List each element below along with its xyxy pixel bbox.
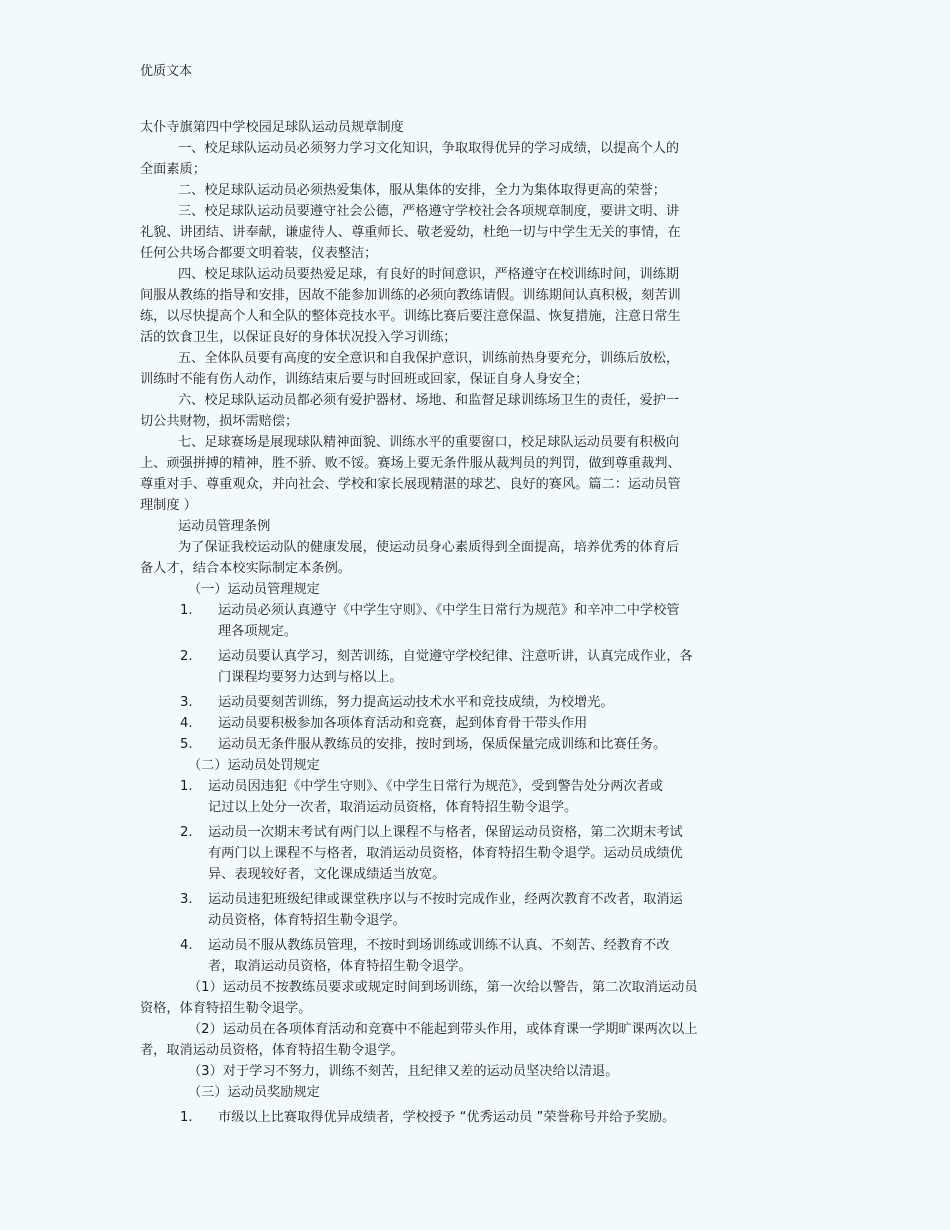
list-number: 2. bbox=[180, 649, 193, 664]
document-body bbox=[140, 117, 748, 1128]
sub-rule-line: （3）对于学习不努力，训练不刻苦，且纪律又差的运动员坚决给以清退。 bbox=[188, 1064, 619, 1079]
list-item: 3. 运动员违犯班级纪律或课堂秩序以与不按时完成作业，经两次教育不改者，取消运 bbox=[140, 889, 748, 910]
list-number: 1. bbox=[180, 1110, 193, 1125]
section-title: 运动员管理条例 bbox=[178, 519, 271, 534]
rule-line: 全面素质； bbox=[140, 162, 206, 177]
rule-line: 一、校足球队运动员必须努力学习文化知识，争取取得优异的学习成绩，以提高个人的 bbox=[178, 141, 680, 156]
list-item-cont: 门课程均要努力达到与格以上。 bbox=[218, 670, 403, 685]
rule-line: 二、校足球队运动员必须热爱集体，服从集体的安排，全力为集体取得更高的荣誉； bbox=[178, 183, 666, 198]
rule-line: 训练时不能有伤人动作，训练结束后要与时回班或回家，保证自身人身安全； bbox=[140, 372, 589, 387]
rule-line: 三、校足球队运动员要遵守社会公德，严格遵守学校社会各项规章制度，要讲文明、讲 bbox=[178, 204, 680, 219]
list-number: 1. bbox=[180, 603, 193, 618]
list-item: 1. 运动员必须认真遵守《中学生守则》、《中学生日常行为规范》和辛冲二中学校管 bbox=[140, 600, 748, 621]
rule-line: 四、校足球队运动员要热爱足球，有良好的时间意识，严格遵守在校训练时间，训练期 bbox=[178, 267, 680, 282]
list-number: 4. bbox=[180, 716, 193, 731]
list-item: 2. 运动员一次期末考试有两门以上课程不与格者，保留运动员资格，第二次期末考试 bbox=[140, 822, 748, 843]
subsection-title: （一）运动员管理规定 bbox=[188, 582, 320, 597]
list-item-cont: 记过以上处分一次者，取消运动员资格，体育特招生勒令退学。 bbox=[208, 800, 578, 815]
rule-line: 任何公共场合都要文明着装，仪表整洁； bbox=[140, 246, 378, 261]
list-item: 1. 运动员因违犯《中学生守则》、《中学生日常行为规范》，受到警告处分两次者或 bbox=[140, 776, 748, 797]
rule-line: 六、校足球队运动员都必须有爱护器材、场地、和监督足球训练场卫生的责任，爱护一 bbox=[178, 393, 680, 408]
intro-line: 为了保证我校运动队的健康发展，使运动员身心素质得到全面提高，培养优秀的体育后 bbox=[178, 540, 680, 555]
list-number: 2. bbox=[180, 825, 193, 840]
rule-line: 上、顽强拼搏的精神，胜不骄、败不馁。赛场上要无条件服从裁判员的判罚，做到尊重裁判、 bbox=[140, 456, 681, 471]
rule-line: 礼貌、讲团结、讲奉献，谦虚待人、尊重师长、敬老爱幼，杜绝一切与中学生无关的事情，在 bbox=[140, 225, 681, 240]
sub-rule-line: （1）运动员不按教练员要求或规定时间到场训练，第一次给以警告，第二次取消运动员 bbox=[188, 980, 698, 995]
rule-line: 尊重对手、尊重观众，并向社会、学校和家长展现精湛的球艺、良好的赛风。篇二：运动员管 bbox=[140, 477, 681, 492]
rule-line: 间服从教练的指导和安排，因故不能参加训练的必须向教练请假。训练期间认真积极，刻苦训 bbox=[140, 288, 681, 303]
list-item-cont: 理各项规定。 bbox=[218, 624, 298, 639]
list-item-cont: 动员资格，体育特招生勒令退学。 bbox=[208, 913, 406, 928]
list-item: 3. 运动员要刻苦训练，努力提高运动技术水平和竞技成绩，为校增光。 bbox=[140, 692, 748, 713]
sub-rule-line: （2）运动员在各项体育活动和竞赛中不能起到带头作用，或体育课一学期旷课两次以上 bbox=[188, 1022, 698, 1037]
rule-line: 七、足球赛场是展现球队精神面貌、训练水平的重要窗口，校足球队运动员要有积极向 bbox=[178, 435, 680, 450]
sub-rule-line: 者，取消运动员资格，体育特招生勒令退学。 bbox=[140, 1043, 404, 1058]
rule-line: 练，以尽快提高个人和全队的整体竞技水平。训练比赛后要注意保温、恢复措施，注意日常生 bbox=[140, 309, 681, 324]
list-item: 5. 运动员无条件服从教练员的安排，按时到场，保质保量完成训练和比赛任务。 bbox=[140, 734, 748, 755]
sub-rule-line: 资格，体育特招生勒令退学。 bbox=[140, 1001, 312, 1016]
list-number: 4. bbox=[180, 938, 193, 953]
rule-line: 活的饮食卫生，以保证良好的身体状况投入学习训练； bbox=[140, 330, 457, 345]
list-item-cont: 异、表现较好者，文化课成绩适当放宽。 bbox=[208, 867, 446, 882]
header-label: 优质文本 bbox=[140, 64, 193, 79]
rule-line: 切公共财物，损坏需赔偿； bbox=[140, 414, 299, 429]
list-item: 1. 市级以上比赛取得优异成绩者，学校授予 “优秀运动员 ”荣誉称号并给予奖励。 bbox=[140, 1107, 748, 1128]
rule-line: 理制度 ） bbox=[140, 498, 197, 513]
list-item-cont: 有两门以上课程不与格者，取消运动员资格，体育特招生勒令退学。运动员成绩优 bbox=[208, 846, 683, 861]
doc-title: 太仆寺旗第四中学校园足球队运动员规章制度 bbox=[140, 120, 404, 135]
list-number: 3. bbox=[180, 892, 193, 907]
list-item: 4. 运动员不服从教练员管理，不按时到场训练或训练不认真、不刻苦、经教育不改 bbox=[140, 935, 748, 956]
list-number: 5. bbox=[180, 737, 193, 752]
subsection-title: （三）运动员奖励规定 bbox=[188, 1085, 320, 1100]
subsection-title: （二）运动员处罚规定 bbox=[188, 758, 320, 773]
list-item: 2. 运动员要认真学习，刻苦训练，自觉遵守学校纪律、注意听讲，认真完成作业，各 bbox=[140, 646, 748, 667]
list-number: 1. bbox=[180, 779, 193, 794]
list-number: 3. bbox=[180, 695, 193, 710]
rule-line: 五、全体队员要有高度的安全意识和自我保护意识，训练前热身要充分，训练后放松， bbox=[178, 351, 680, 366]
intro-line: 备人才，结合本校实际制定本条例。 bbox=[140, 561, 351, 576]
list-item: 4. 运动员要积极参加各项体育活动和竞赛，起到体育骨干带头作用 bbox=[140, 713, 748, 734]
list-item-cont: 者，取消运动员资格，体育特招生勒令退学。 bbox=[208, 959, 472, 974]
